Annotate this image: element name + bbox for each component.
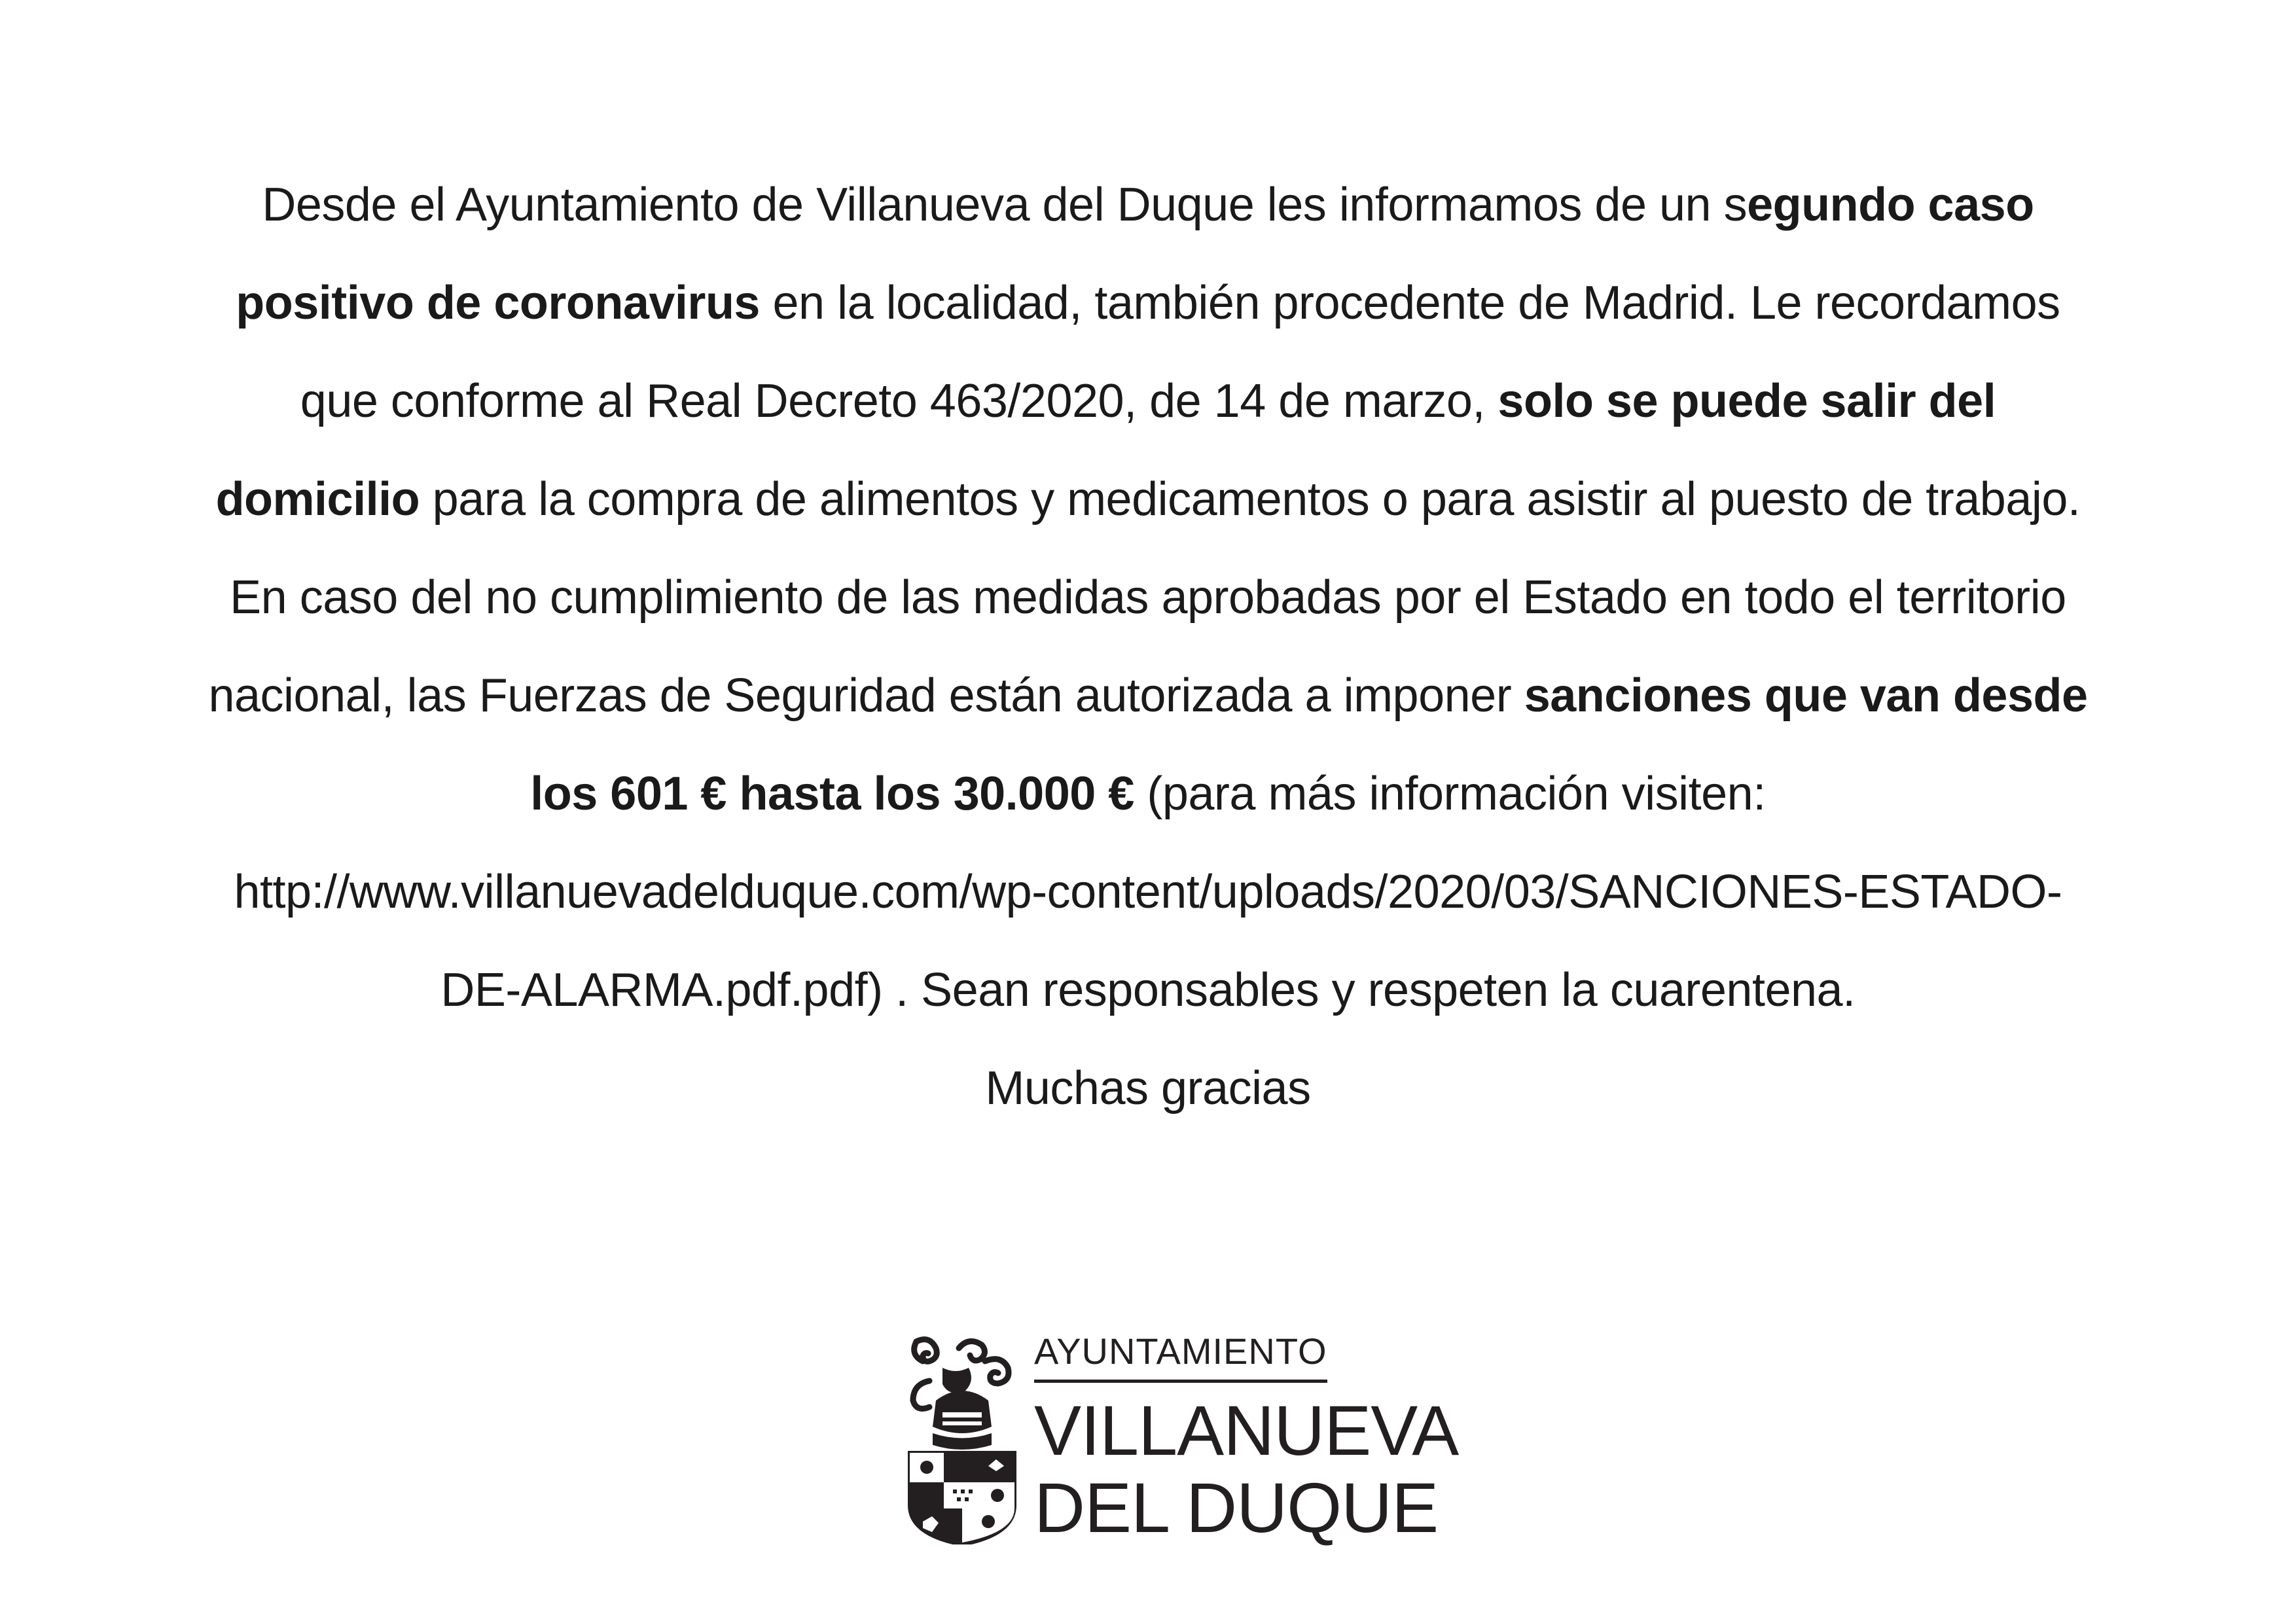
town-hall-logo xyxy=(903,1329,1459,1551)
closing-thanks: Muchas gracias xyxy=(985,1062,1311,1115)
notice-line-3: que conforme al Real Decreto 463/2020, de 14 de marzo, solo se puede salir del xyxy=(300,375,1996,427)
notice-line-2: positivo de coronavirus en la localidad, también procedente de Madrid. Le recordamos xyxy=(236,277,2060,329)
logo-del-duque: DEL DUQUE xyxy=(1034,1468,1439,1547)
notice-line-1: Desde el Ayuntamiento de Villanueva del Duque les informamos de un segundo caso xyxy=(262,179,2034,231)
notice-line-6: nacional, las Fuerzas de Seguridad están autorizada a imponer sanciones que van desde xyxy=(208,669,2088,722)
logo-wordmark xyxy=(1034,1329,1459,1547)
coat-of-arms-icon xyxy=(903,1335,1021,1544)
notice-text xyxy=(98,156,2198,1137)
notice-line-5: En caso del no cumplimiento de las medidas aprobadas por el Estado en todo el territorio xyxy=(230,571,2066,624)
sanctions-url[interactable]: http://www.villanuevadelduque.com/wp-content/uploads/2020/03/SANCIONES-ESTADO- xyxy=(234,866,2062,918)
notice-line-4: domicilio para la compra de alimentos y medicamentos o para asistir al puesto de trabajo. xyxy=(215,473,2081,526)
logo-ayuntamiento: AYUNTAMIENTO xyxy=(1034,1329,1327,1383)
notice-line-7: los 601 € hasta los 30.000 € (para más información visiten: xyxy=(530,768,1766,820)
notice-line-9: DE-ALARMA.pdf.pdf) . Sean responsables y respeten la cuarentena. xyxy=(440,964,1856,1016)
logo-villanueva: VILLANUEVA xyxy=(1034,1391,1459,1470)
